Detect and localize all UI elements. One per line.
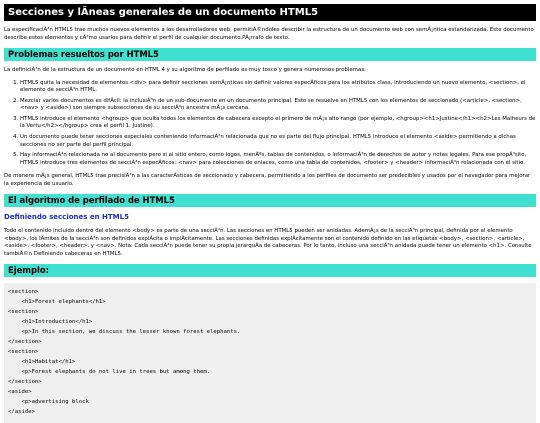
algorithm-body-paragraph: Todo el contenido incluido dentro del elemento <body> es parte de una secciÃ³n. Las secciones en HTML5 pueden ser anidadas. AdemÃ¡s de la secciÃ³n principal, definida por el elemento <body>, los lÃmites de la secciÃ³n son definidos explÃcita o implÃcitamente. Las secciones definidas explÃcitamente son el contenido definido en las etiquetas <body>, <section>, <article>, <aside>, <footer>, <header>, y <nav>. Nota: Cada secciÃ³n puede tener su propia jerarquÃa de cabeceras. Por lo tanto, incluso una secciÃ³n anidada puede tener un elemento <h1>. Consulte tambiÃ©n Definiendo cabeceras en HTML5.	[4, 228, 532, 257]
list-item: 2. Mezclar varios documentos es difÃcil: la inclusiÃ³n de un sub-documento en un documento principal. Esto se resuelve en HTML5 con los elementos de seccionado (<article>, <section>, <nav> y <aside>) son siempre subsecciones de su secciÃ³n ancestra mÃ¡s cercana.	[20, 98, 536, 113]
intro-paragraph: La especificaciÃ³n HTML5 trae muchos nuevos elementos a los desarrolladores web, permitiÃ©ndoles describir la estructura de un documento web con semÃ¡ntica estandarizada. Este documento describe estos elementos y cÃ³mo usarlos para definir el perfil de cualquier documento.PÃ¡rrafo de texto.	[4, 27, 534, 41]
section-heading-algorithm: El algoritmo de perfilado de HTML5	[4, 194, 536, 207]
list-item: 1. HTML5 quita la necesidad de elementos <div> para definir secciones semÃ¡nticas sin definir valores especÃficos para los atributos class, introduciendo un nuevo elemento, <section>, el elemento de secciÃ³n HTML.	[20, 80, 536, 95]
list-item: 5. Hay informaciÃ³n relacionada no al documento pero si al sitio entero, como logos, menÃºs, tablas de contenidos, o informaciÃ³n de derechos de autor y notas legales. Para ese propÃ³sito, HTML5 introduce tres elementos de secciÃ³n especÃficos: <nav> para colecciones de enlaces, como una tabla de contenidos, <footer> y <header> informaciÃ³n relacionada con el sitio.	[20, 152, 536, 167]
problems-list	[4, 80, 536, 168]
section-heading-example: Ejemplo:	[4, 264, 536, 277]
list-item: 4. Un documento puede tener secciones especiales conteniendo informaciÃ³n relacionada que no es parte del flujo principal. HTML5 introduce el elemento <aside> permitiendo a dichas secciones no ser parte del perfil principal.	[20, 134, 536, 149]
subheading-defining-sections: Definiendo secciones en HTML5	[4, 213, 129, 222]
page-title: Secciones y lÃneas generales de un documento HTML5	[4, 4, 536, 21]
problems-lead-paragraph: La definiciÃ³n de la estructura de un documento en HTML 4 y su algoritmo de perfilado es muy tosco y genera numerosos problemas:	[4, 67, 366, 74]
list-item: 3. HTML5 introduce el elemento <hgroup> que oculta todos los elementos de cabecera excepto el primero de mÃ¡s alto rango (por ejemplo, <hgroup><h1>Justine</h1><h2>Les Malheurs de la Vertu</h2></hgroup> crea el perfil 1. Justine).	[20, 116, 536, 131]
code-example-block: <section> <h1>Forest elephants</h1> <section> <h1>Introduction</h1> <p>In this section, we discuss the lesser known forest elephants. </section> <section> <h1>Habitat</h1> <p>Forest elephants do not live in trees but among them. </section> <aside> <p>advertising block </aside>	[4, 283, 536, 422]
problems-closing-paragraph: De manera mÃ¡s general, HTML5 trae precisiÃ³n a las caracterÃsticas de seccionado y cabecera, permitiendo a los perfiles de documento ser predecibles y usados por el navegador para mejorar la experiencia de usuario.	[4, 173, 531, 187]
section-heading-problems: Problemas resueltos por HTML5	[4, 48, 536, 61]
